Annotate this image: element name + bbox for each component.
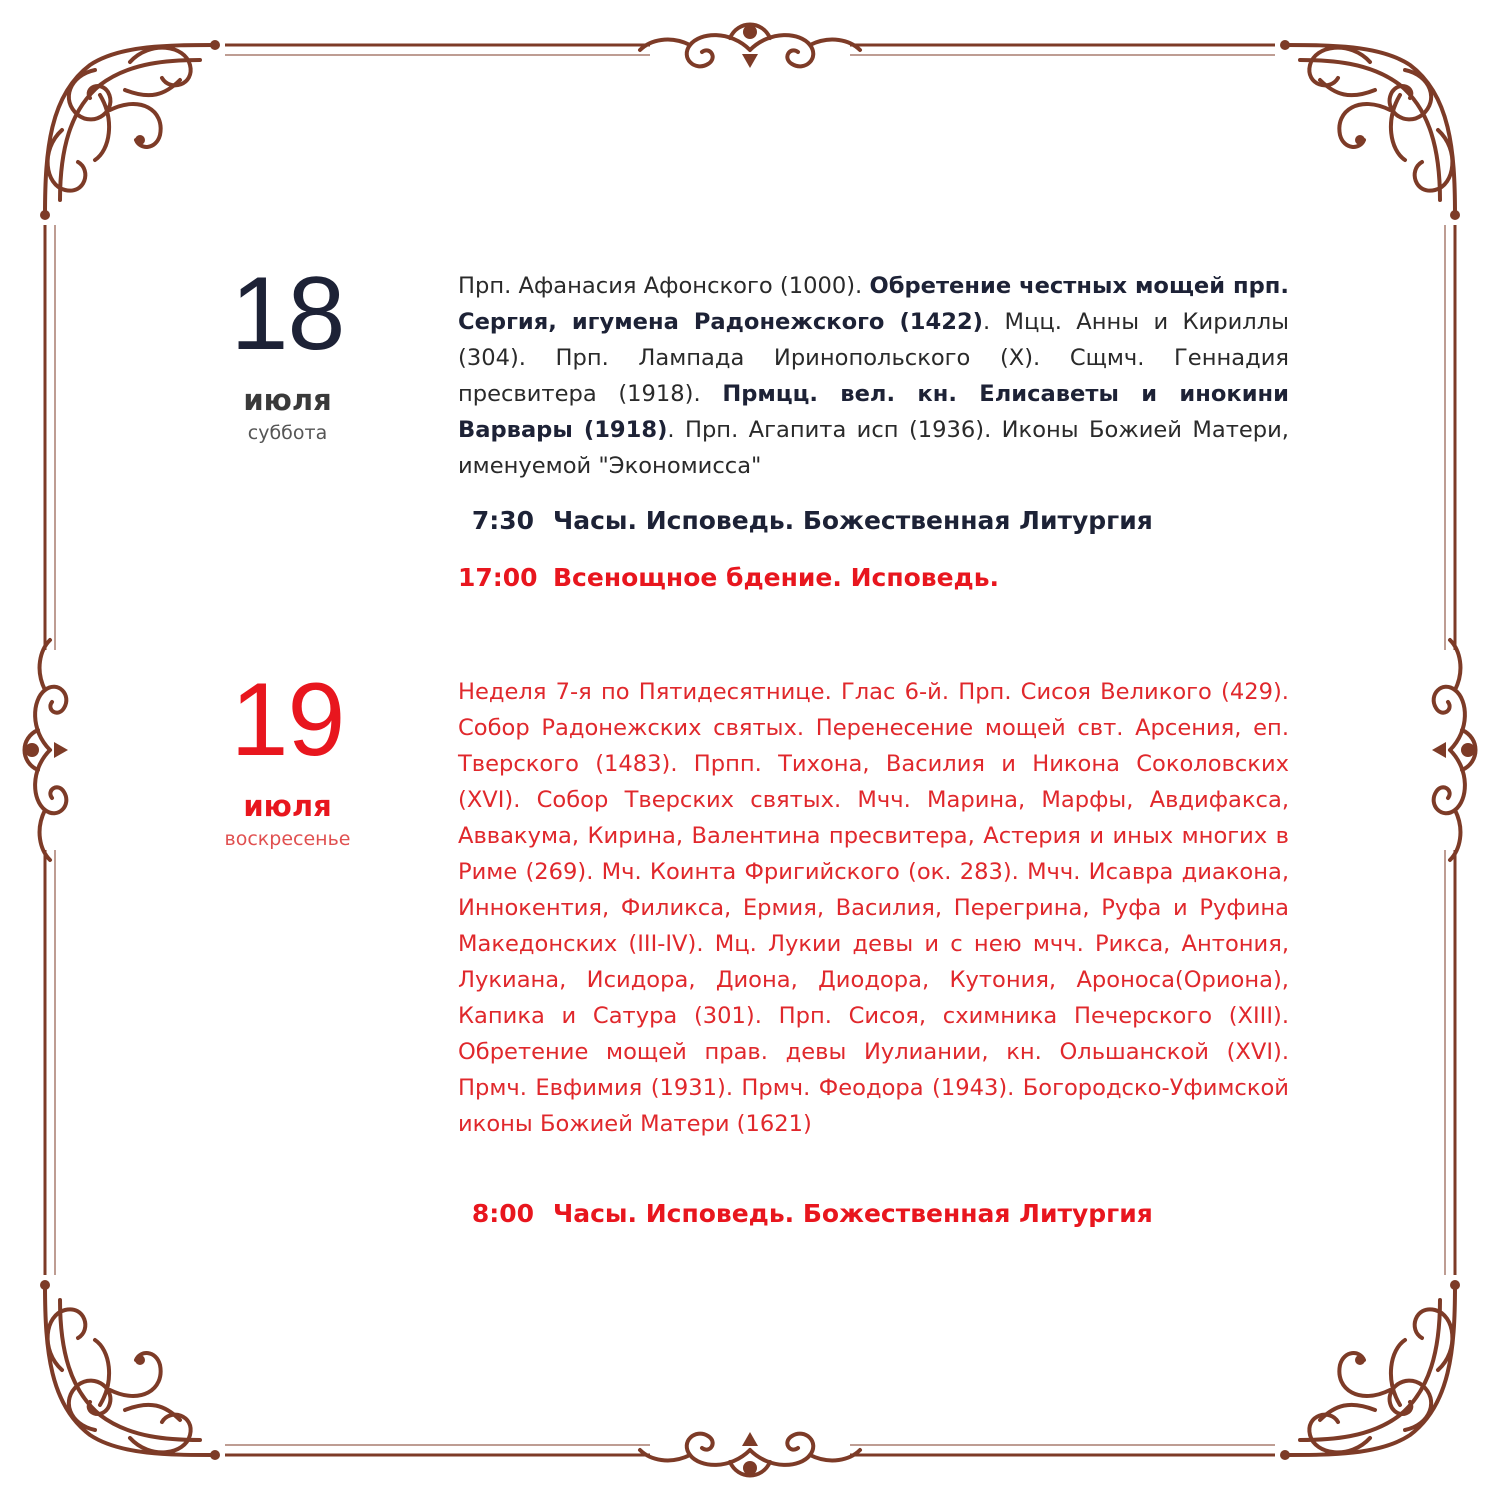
commemoration-part: . Мцц. Анны и Кириллы (304). Прп. Лампада Иринопольского (X). Сщмч. Геннадия пресвитера (1918). xyxy=(458,309,1289,407)
commemoration-part: Прп. Афанасия Афонского (1000). xyxy=(458,273,870,299)
service-time: 8:00 xyxy=(471,1199,534,1228)
weekday-name: воскресенье xyxy=(224,828,351,850)
commemoration-part-bold: Обретение честных мощей прп. Сергия, игумена Радонежского (1422) xyxy=(458,273,1289,335)
service-name: Всенощное бдение. Исповедь. xyxy=(553,563,1000,592)
service-time: 17:00 xyxy=(458,563,538,592)
service-item xyxy=(458,565,1289,590)
service-time: 7:30 xyxy=(471,506,534,535)
day-number: 19 xyxy=(230,662,345,778)
commemoration-part-bold: Прмцц. вел. кн. Елисаветы и инокини Варвары (1918) xyxy=(458,381,1289,443)
day-number: 18 xyxy=(230,256,345,372)
month-name: июля xyxy=(243,789,332,823)
commemoration-part: . Прп. Агапита исп (1936). Иконы Божией Матери, именуемой "Экономисса" xyxy=(458,417,1289,479)
date-column xyxy=(200,662,375,850)
saints-commemoration-text xyxy=(458,268,1289,484)
month-name: июля xyxy=(243,383,332,417)
service-item xyxy=(458,508,1289,533)
weekday-name: суббота xyxy=(247,422,328,444)
service-item xyxy=(458,1201,1289,1226)
date-column xyxy=(200,256,375,444)
service-name: Часы. Исповедь. Божественная Литургия xyxy=(553,506,1153,535)
saints-commemoration-text: Неделя 7-я по Пятидесятнице. Глас 6-й. Прп. Сисоя Великого (429). Собор Радонежских святых. Перенесение мощей свт. Арсения, еп. Тверского (1483). Прпп. Тихона, Василия и Никона Соколовских (XVI). Собор Тверских святых. Мчч. Марина, Марфы, Авдифакса, Аввакума, Кирина, Валентина пресвитера, Астерия и иных многих в Риме (269). Мч. Коинта Фригийского (ок. 283). Мчч. Исавра диакона, Иннокентия, Филикса, Ермия, Василия, Перегрина, Руфа и Руфина Македонских (III-IV). Мц. Лукии девы и с нею мчч. Рикса, Антония, Лукиана, Исидора, Диона, Диодора, Кутония, Ароноса(Ориона), Капика и Сатура (301). Прп. Сисоя, схимника Печерского (XIII). Обретение мощей прав. девы Иулиании, кн. Ольшанской (XVI). Прмч. Евфимия (1931). Прмч. Феодора (1943). Богородско-Уфимской иконы Божией Матери (1621) xyxy=(458,679,1289,1137)
service-name: Часы. Исповедь. Божественная Литургия xyxy=(553,1199,1153,1228)
